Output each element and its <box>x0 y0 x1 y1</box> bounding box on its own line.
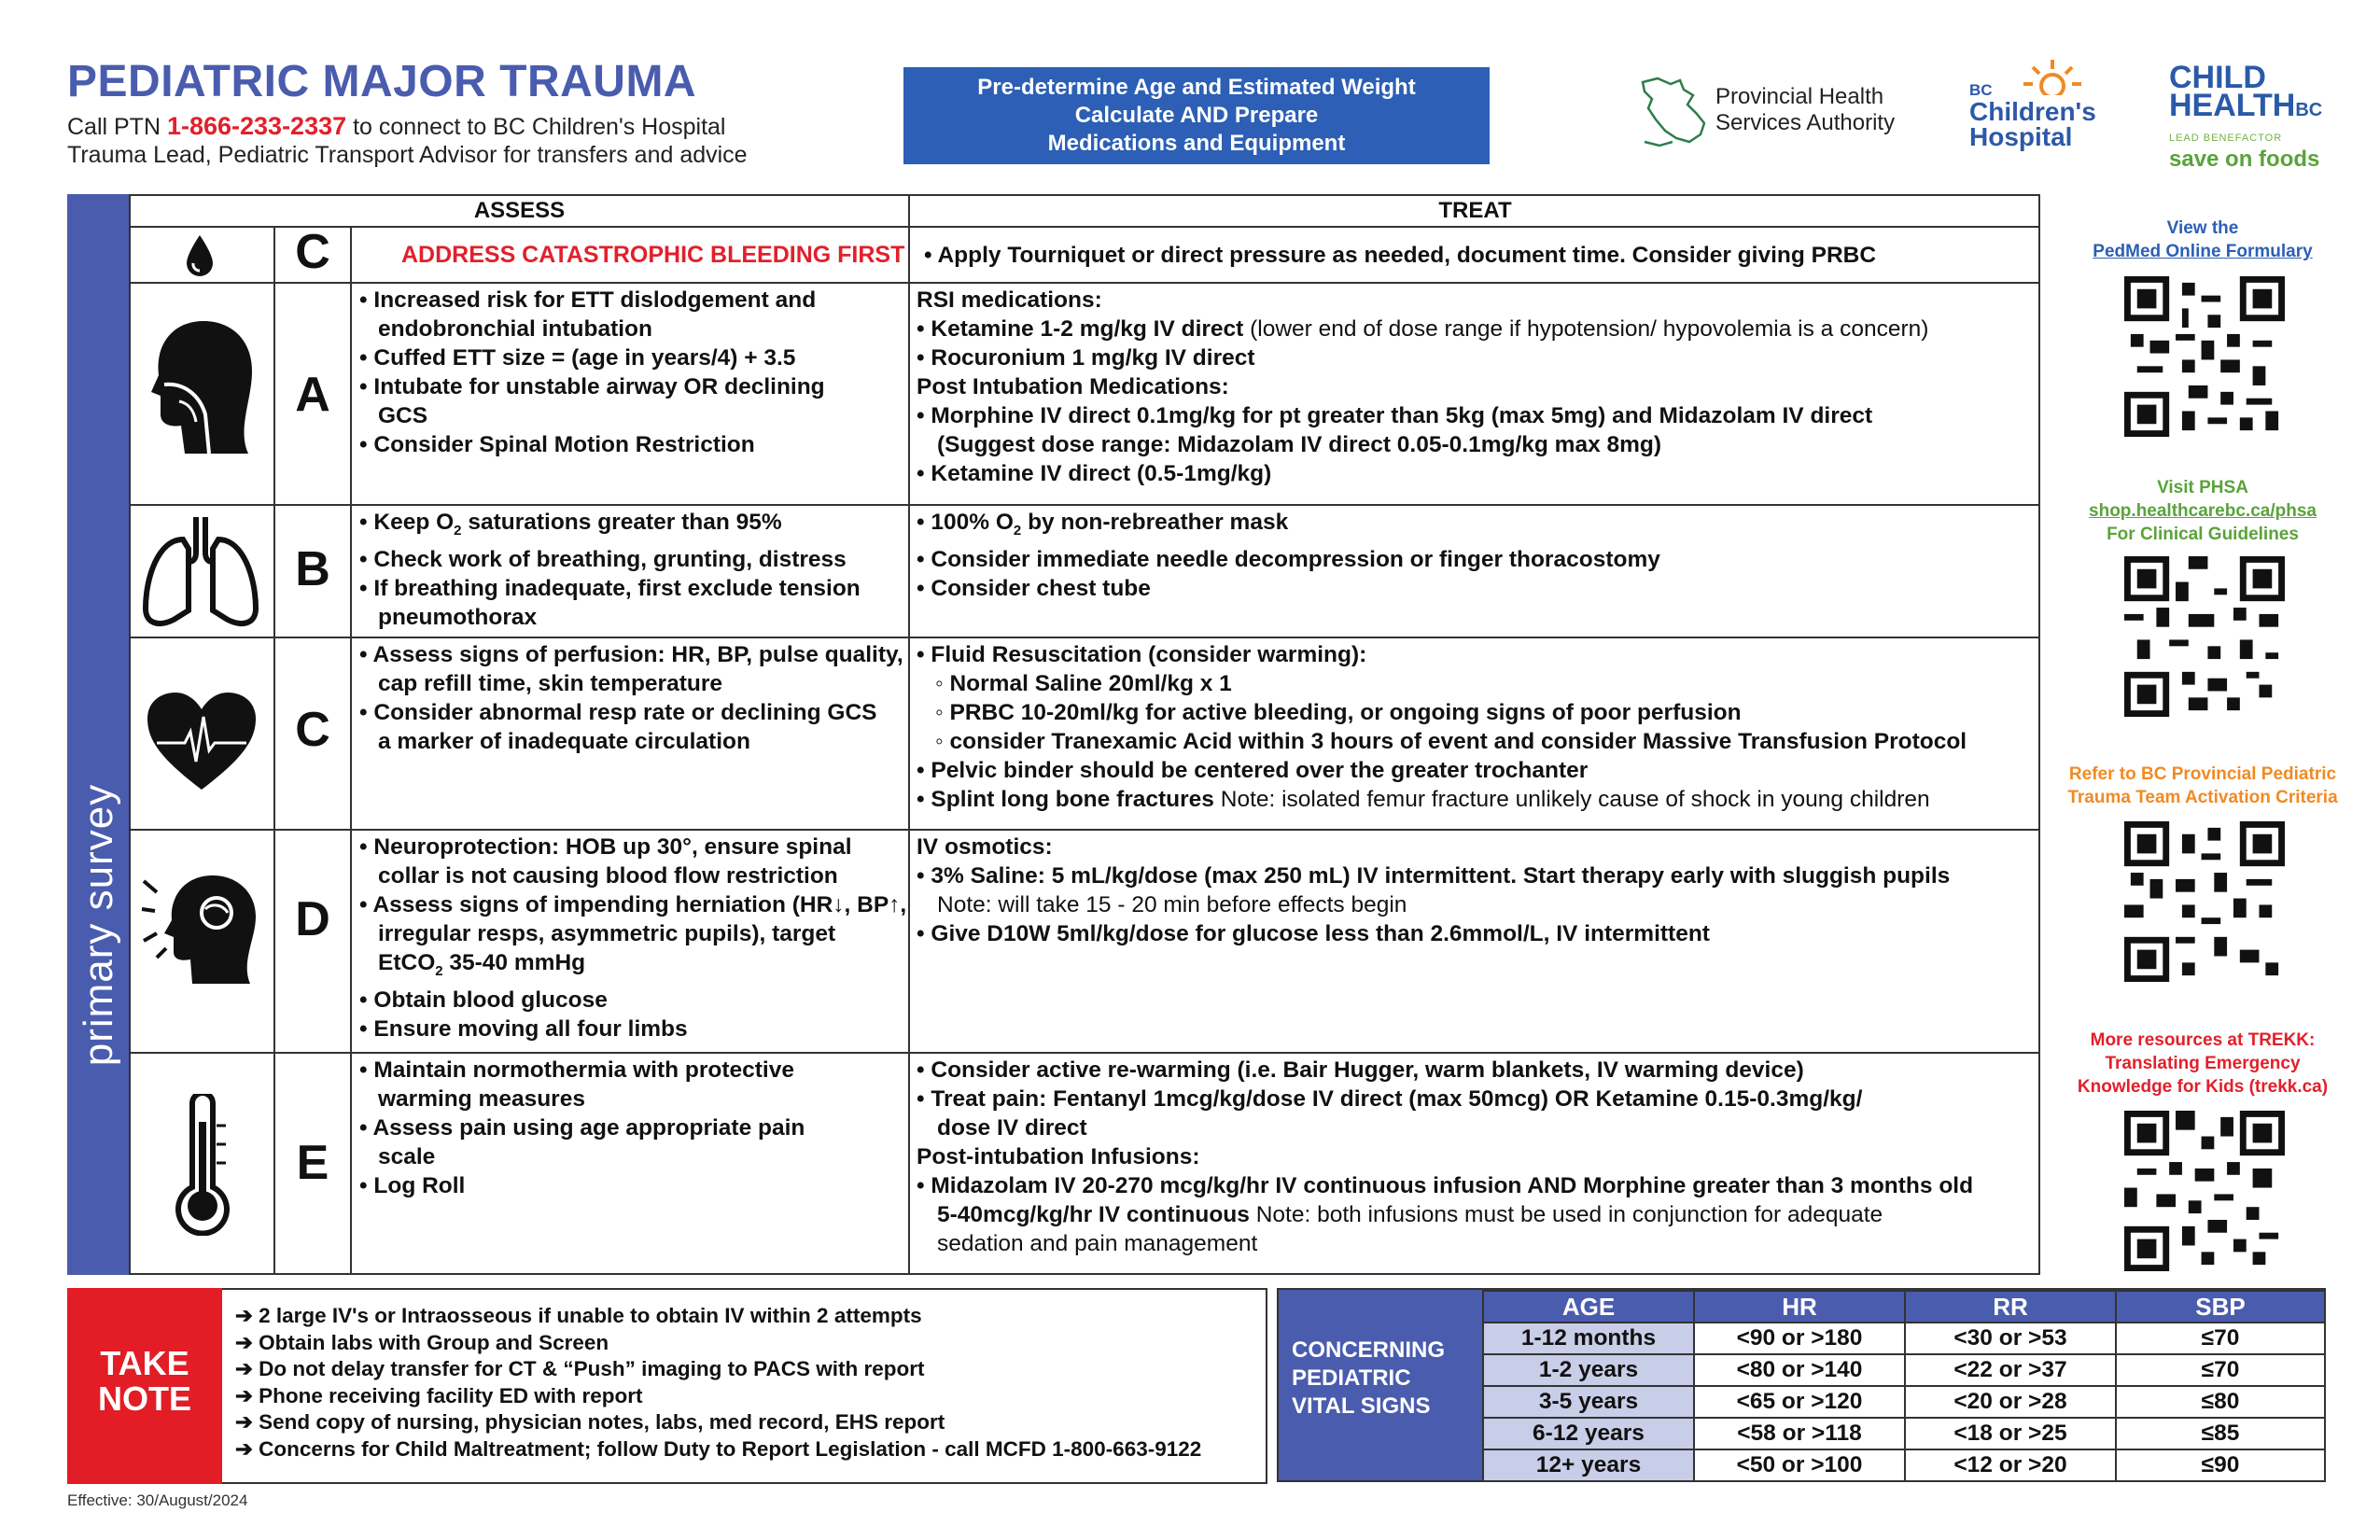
vital-signs-table <box>1482 1290 2326 1482</box>
primary-survey-sidebar: primary survey <box>67 194 131 1275</box>
list-item: ➔ Concerns for Child Maltreatment; follow Duty to Report Legislation - call MCFD 1-800-663-9122 <box>235 1436 1202 1461</box>
page-title: PEDIATRIC MAJOR TRAUMA <box>67 57 697 106</box>
catastrophic-bleeding-alert: ADDRESS CATASTROPHIC BLEEDING FIRST <box>401 242 905 268</box>
list-item: ➔ Obtain labs with Group and Screen <box>235 1330 609 1354</box>
pedmed-qr-code[interactable] <box>2124 276 2285 437</box>
child-health-bc-logo: CHILD HEALTHBC LEAD BENEFACTOR save on foods <box>2169 60 2323 172</box>
assess-exposure: • Maintain normothermia with protective warming measures • Assess pain using age appropriate pain scale • Log Roll <box>359 1057 805 1198</box>
letter-c-catastrophic: C <box>295 225 330 279</box>
heart-ecg-icon <box>144 689 259 793</box>
col-sbp: SBP <box>2116 1291 2325 1323</box>
list-item: ➔ 2 large IV's or Intraosseous if unable to obtain IV within 2 attempts <box>235 1304 922 1327</box>
letter-e: E <box>296 1136 329 1190</box>
airway-head-icon <box>147 317 258 457</box>
pedmed-link[interactable]: PedMed Online Formulary <box>2093 242 2313 261</box>
lungs-icon <box>140 511 261 631</box>
take-note-label: TAKE NOTE <box>67 1288 222 1484</box>
table-row: 6-12 years <58 or >118 <18 or >25 ≤85 <box>1483 1418 2325 1449</box>
assess-column-header: ASSESS <box>473 198 566 223</box>
preparation-banner: Pre-determine Age and Estimated Weight Calculate AND Prepare Medications and Equipment <box>903 67 1490 164</box>
resource-trekk: More resources at TREKK: Translating Emergency Knowledge for Kids (trekk.ca) <box>2077 1030 2329 1097</box>
sun-icon <box>2020 58 2085 95</box>
list-item: ➔ Phone receiving facility ED with report <box>235 1383 643 1407</box>
phsa-qr-code[interactable] <box>2124 556 2285 717</box>
list-item: ➔ Send copy of nursing, physician notes, labs, med record, EHS report <box>235 1410 945 1434</box>
trauma-criteria-qr-code[interactable] <box>2124 821 2285 982</box>
col-age: AGE <box>1483 1291 1694 1323</box>
letter-c-circulation: C <box>295 703 330 757</box>
treat-catastrophic: • Apply Tourniquet or direct pressure as needed, document time. Consider giving PRBC <box>924 243 1877 268</box>
phsa-link[interactable]: shop.healthcarebc.ca/phsa <box>2089 501 2317 521</box>
arrow-right-icon: ➔ <box>235 1357 259 1380</box>
effective-date: Effective: 30/August/2024 <box>67 1491 248 1509</box>
letter-d: D <box>295 892 330 946</box>
col-rr: RR <box>1905 1291 2116 1323</box>
bc-childrens-hospital-logo: BC Children's Hospital <box>1969 62 2096 149</box>
treat-column-header: TREAT <box>1438 198 1512 223</box>
blood-drop-icon <box>183 233 217 278</box>
assess-airway: • Increased risk for ETT dislodgement and endobronchial intubation • Cuffed ETT size = (age in years/4) + 3.5 • Intubate for unstable airway OR declining GCS • Consider Spinal Motion Restriction <box>359 287 825 457</box>
table-row: 1-12 months <90 or >180 <30 or >53 ≤70 <box>1483 1323 2325 1354</box>
ptn-phone[interactable]: 1-866-233-2337 <box>166 112 347 140</box>
arrow-right-icon: ➔ <box>235 1330 259 1354</box>
resource-trauma-criteria: Refer to BC Provincial Pediatric Trauma Team Activation Criteria <box>2067 764 2338 807</box>
arrow-right-icon: ➔ <box>235 1304 259 1327</box>
arrow-right-icon: ➔ <box>235 1436 259 1461</box>
list-item: ➔ Do not delay transfer for CT & “Push” imaging to PACS with report <box>235 1357 925 1380</box>
arrow-right-icon: ➔ <box>235 1383 259 1407</box>
assess-breathing: • Keep $O_2$ saturations greater than 95% • Check work of breathing, grunting, distress • If breathing inadequate, first exclude tension pneumothorax <box>359 510 861 630</box>
take-note-list <box>235 1303 1201 1463</box>
table-row: 1-2 years <80 or >140 <22 or >37 ≤70 <box>1483 1354 2325 1386</box>
resource-pedmed: View the PedMed Online Formulary <box>2044 217 2361 263</box>
resource-phsa: Visit PHSA shop.healthcarebc.ca/phsa For Clinical Guidelines <box>2044 476 2361 546</box>
bc-map-icon <box>1639 77 1714 147</box>
treat-disability: IV osmotics: • 3% Saline: 5 mL/kg/dose (max 250 mL) IV intermittent. Start therapy early with sluggish pupils Note: will take 15 - 20 min before effects begin • Give D10W 5ml/kg/dose for glucose less than 2.6mmol/L, IV intermittent <box>917 834 1951 946</box>
phsa-logo: Provincial Health Services Authority <box>1639 77 1895 136</box>
assess-disability: • Neuroprotection: HOB up 30°, ensure spinal collar is not causing blood flow restriction • Assess signs of impending herniation (HR↓, BP↑, irregular resps, asymmetric pupils), target EtCO$_2$ 35-40 mmHg • Obtain blood glucose • Ensure moving all four limbs <box>359 834 907 1042</box>
treat-breathing: • 100% $O_2$ by non-rebreather mask • Consider immediate needle decompression or finger thoracostomy • Consider chest tube <box>917 510 1660 601</box>
treat-exposure: • Consider active re-warming (i.e. Bair Hugger, warm blankets, IV warming device) • Treat pain: Fentanyl 1mcg/kg/dose IV direct (max 50mcg) OR Ketamine 0.15-0.3mg/kg/ dose IV direct Post-intubation Infusions: • Midazolam IV 20-270 mcg/kg/hr IV continuous infusion AND Morphine greater than 3 months old 5-40mcg/kg/hr IV continuous Note: both infusions must be used in conjunction for adequate sedation and pain management <box>917 1057 1974 1256</box>
trekk-qr-code[interactable] <box>2124 1111 2285 1271</box>
table-row: 12+ years <50 or >100 <12 or >20 ≤90 <box>1483 1449 2325 1481</box>
treat-circulation: • Fluid Resuscitation (consider warming): ◦ Normal Saline 20ml/kg x 1 ◦ PRBC 10-20ml/kg for active bleeding, or ongoing signs of poor perfusion ◦ consider Tranexamic Acid within 3 hours of event and consider Massive Transfusion Protocol • Pelvic binder should be centered over the greater trochanter • Splint long bone fractures Note: isolated femur fracture unlikely cause of shock in young children <box>917 642 1967 812</box>
table-row: 3-5 years <65 or >120 <20 or >28 ≤80 <box>1483 1386 2325 1418</box>
neuro-head-icon <box>140 868 263 987</box>
letter-a: A <box>295 368 330 422</box>
thermometer-icon <box>172 1094 233 1236</box>
letter-b: B <box>295 542 330 596</box>
call-instructions: Call PTN 1-866-233-2337 to connect to BC Children's Hospital Trauma Lead, Pediatric Transport Advisor for transfers and advice <box>67 112 748 168</box>
col-hr: HR <box>1694 1291 1905 1323</box>
assess-circulation: • Assess signs of perfusion: HR, BP, pulse quality, cap refill time, skin temperature • Consider abnormal resp rate or declining GCS a marker of inadequate circulation <box>359 642 903 754</box>
treat-airway: RSI medications: • Ketamine 1-2 mg/kg IV direct (lower end of dose range if hypotension/ hypovolemia is a concern) • Rocuronium 1 mg/kg IV direct Post Intubation Medications: • Morphine IV direct 0.1mg/kg for pt greater than 5kg (max 5mg) and Midazolam IV direct (Suggest dose range: Midazolam IV direct 0.05-0.1mg/kg max 8mg) • Ketamine IV direct (0.5-1mg/kg) <box>917 287 1929 486</box>
vital-signs-label: CONCERNING PEDIATRIC VITAL SIGNS <box>1292 1337 1446 1419</box>
arrow-right-icon: ➔ <box>235 1410 259 1434</box>
